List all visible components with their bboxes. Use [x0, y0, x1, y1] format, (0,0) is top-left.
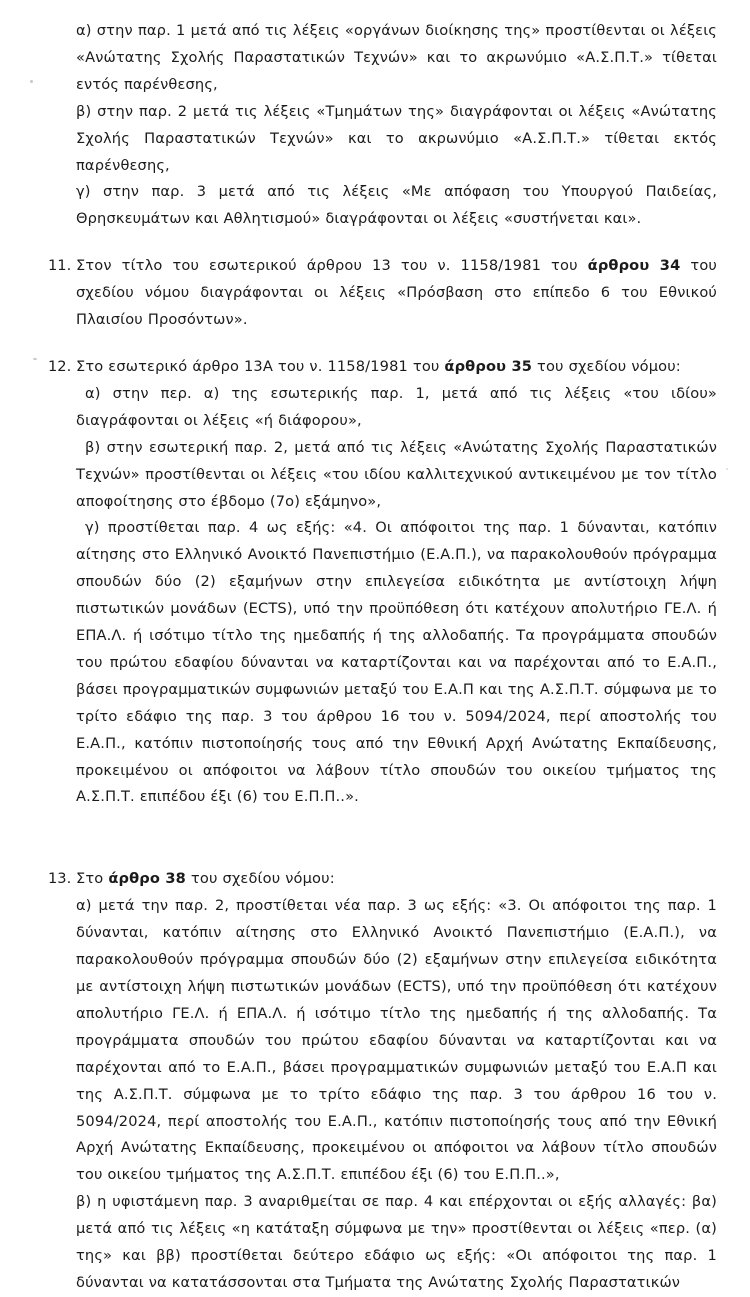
item-11-article-reference: άρθρου 34 [587, 257, 681, 275]
sub-paragraph-gamma: γ) στην παρ. 3 μετά από τις λέξεις «Με απόφαση του Υπουργού Παιδείας, Θρησκευμάτων και Αθλητισμού» διαγράφονται οι λέξεις «συστήνεται και». [76, 183, 717, 228]
item-13-sub-alpha: α) μετά την παρ. 2, προστίθεται νέα παρ. 3 ως εξής: «3. Οι απόφοιτοι της παρ. 1 δύνανται, κατόπιν αίτησης στο Ελληνικό Ανοικτό Πανεπιστήμιο (Ε.Α.Π.), να παρακολουθούν πρόγραμμα σπουδών δύο (2) εξαμήνων στην επιλεγείσα ειδικότητα με αντίστοιχη λήψη πιστωτικών μονάδων (ECTS), υπό την προϋπόθεση ότι κατέχουν απολυτήριο ΓΕ.Λ. ή ΕΠΑ.Λ. ή ισότιμο τίτλο της ημεδαπής ή της αλλοδαπής. Τα προγράμματα σπουδών του πρώτου εδαφίου δύνανται να καταρτίζονται και να παρέχονται από το Ε.Α.Π., βάσει προγραμματικών συμφωνιών μεταξύ του Ε.Α.Π και της Α.Σ.Π.Τ. σύμφωνα με το τρίτο εδάφιο της παρ. 3 του άρθρου 16 του ν. 5094/2024, περί αποστολής του Ε.Α.Π., κατόπιν πιστοποίησής τους από την Εθνική Αρχή Ανώτατης Εκπαίδευσης, προκειμένου οι απόφοιτοι να λάβουν τίτλο σπουδών του οικείου τμήματος της Α.Σ.Π.Τ. επιπέδου έξι (6) του Ε.Π.Π..», [76, 897, 717, 1184]
spacer [48, 233, 717, 253]
list-number: 13. [48, 870, 72, 888]
item-12-sub-beta: β) στην εσωτερική παρ. 2, μετά από τις λέξεις «Ανώτατης Σχολής Παραστατικών Τεχνών» προστίθενται οι λέξεις «του ιδίου καλλιτεχνικού αντικειμένου με τον τίτλο αποφοίτησης στο έβδομο (7ο) εξάμηνο», [76, 438, 717, 510]
spacer [48, 334, 717, 354]
item-12-text-before-bold: Στο εσωτερικό άρθρο 13Α του ν. 1158/1981 του [76, 357, 445, 375]
document-body [48, 18, 717, 1297]
item-13-text-after-bold: του σχεδίου νόμου: [186, 870, 335, 888]
item-12-text-after-bold: του σχεδίου νόμου: [532, 357, 681, 375]
item-13-text-before-bold: Στο [76, 870, 109, 888]
list-number: 12. [48, 357, 72, 375]
item-12-sub-alpha: α) στην περ. α) της εσωτερικής παρ. 1, μετά από τις λέξεις «του ιδίου» διαγράφονται οι λέξεις «ή διάφορου», [76, 384, 717, 429]
item-11-text-after-bold: του σχεδίου νόμου διαγράφονται οι λέξεις «Πρόσβαση στο επίπεδο 6 του Εθνικού Πλαισίου Προσόντων». [76, 257, 717, 329]
scan-speck-icon [30, 80, 33, 83]
numbered-item-12 [48, 354, 717, 811]
item-11-text-before-bold: Στον τίτλο του εσωτερικού άρθρου 13 του ν. 1158/1981 του [76, 257, 588, 275]
numbered-item-content [76, 253, 717, 334]
sub-paragraph-alpha: α) στην παρ. 1 μετά από τις λέξεις «οργάνων διοίκησης της» προστίθενται οι λέξεις «Ανώτατης Σχολής Παραστατικών Τεχνών» και το ακρωνύμιο «Α.Σ.Π.Τ.» τίθεται εντός παρένθεσης, [76, 22, 717, 93]
numbered-item-content [76, 866, 717, 1297]
numbered-item-11 [48, 253, 717, 334]
scan-speck-icon [33, 358, 37, 360]
item-11-lead-paragraph [76, 253, 717, 334]
item-13-article-reference: άρθρο 38 [108, 870, 186, 888]
numbered-item-13 [48, 866, 717, 1297]
item-13-sub-beta: β) η υφιστάμενη παρ. 3 αναριθμείται σε παρ. 4 και επέρχονται οι εξής αλλαγές: βα) μετά από τις λέξεις «η κατάταξη σύμφωνα με την» προστίθενται οι λέξεις «περ. (α) της» και ββ) προστίθεται δεύτερο εδάφιο ως εξής: «Οι απόφοιτοι της παρ. 1 δύνανται να κατατάσσονται στα Τμήματα της Ανώτατης Σχολής Παραστατικών [76, 1193, 717, 1291]
section-spacer [48, 811, 717, 866]
scan-speck-icon [726, 468, 728, 470]
item-12-sub-gamma: γ) προστίθεται παρ. 4 ως εξής: «4. Οι απόφοιτοι της παρ. 1 δύνανται, κατόπιν αίτησης στο Ελληνικό Ανοικτό Πανεπιστήμιο (Ε.Α.Π.), να παρακολουθούν πρόγραμμα σπουδών δύο (2) εξαμήνων στην επιλεγείσα ειδικότητα με αντίστοιχη λήψη πιστωτικών μονάδων (ECTS), υπό την προϋπόθεση ότι κατέχουν απολυτήριο ΓΕ.Λ. ή ΕΠΑ.Λ. ή ισότιμο τίτλο της ημεδαπής ή της αλλοδαπής. Τα προγράμματα σπουδών του πρώτου εδαφίου δύνανται να καταρτίζονται και να παρέχονται από το Ε.Α.Π., βάσει προγραμματικών συμφωνιών μεταξύ του Ε.Α.Π και της Α.Σ.Π.Τ. σύμφωνα με το τρίτο εδάφιο της παρ. 3 του άρθρου 16 του ν. 5094/2024, περί αποστολής του Ε.Α.Π., κατόπιν πιστοποίησής τους από την Εθνική Αρχή Ανώτατης Εκπαίδευσης, προκειμένου οι απόφοιτοι να λάβουν τίτλο σπουδών του οικείου τμήματος της Α.Σ.Π.Τ. επιπέδου έξι (6) του Ε.Π.Π..». [76, 519, 717, 806]
numbered-item-content [76, 354, 717, 811]
list-number: 11. [48, 257, 72, 275]
item-12-article-reference: άρθρου 35 [444, 357, 533, 375]
sub-paragraph-beta: β) στην παρ. 2 μετά τις λέξεις «Τμημάτων της» διαγράφονται οι λέξεις «Ανώτατης Σχολής Παραστατικών Τεχνών» και το ακρωνύμιο «Α.Σ.Π.Τ.» τίθεται εκτός παρένθεσης, [76, 102, 717, 174]
item-13-lead-paragraph [76, 866, 717, 893]
item-12-lead-paragraph [76, 354, 717, 381]
